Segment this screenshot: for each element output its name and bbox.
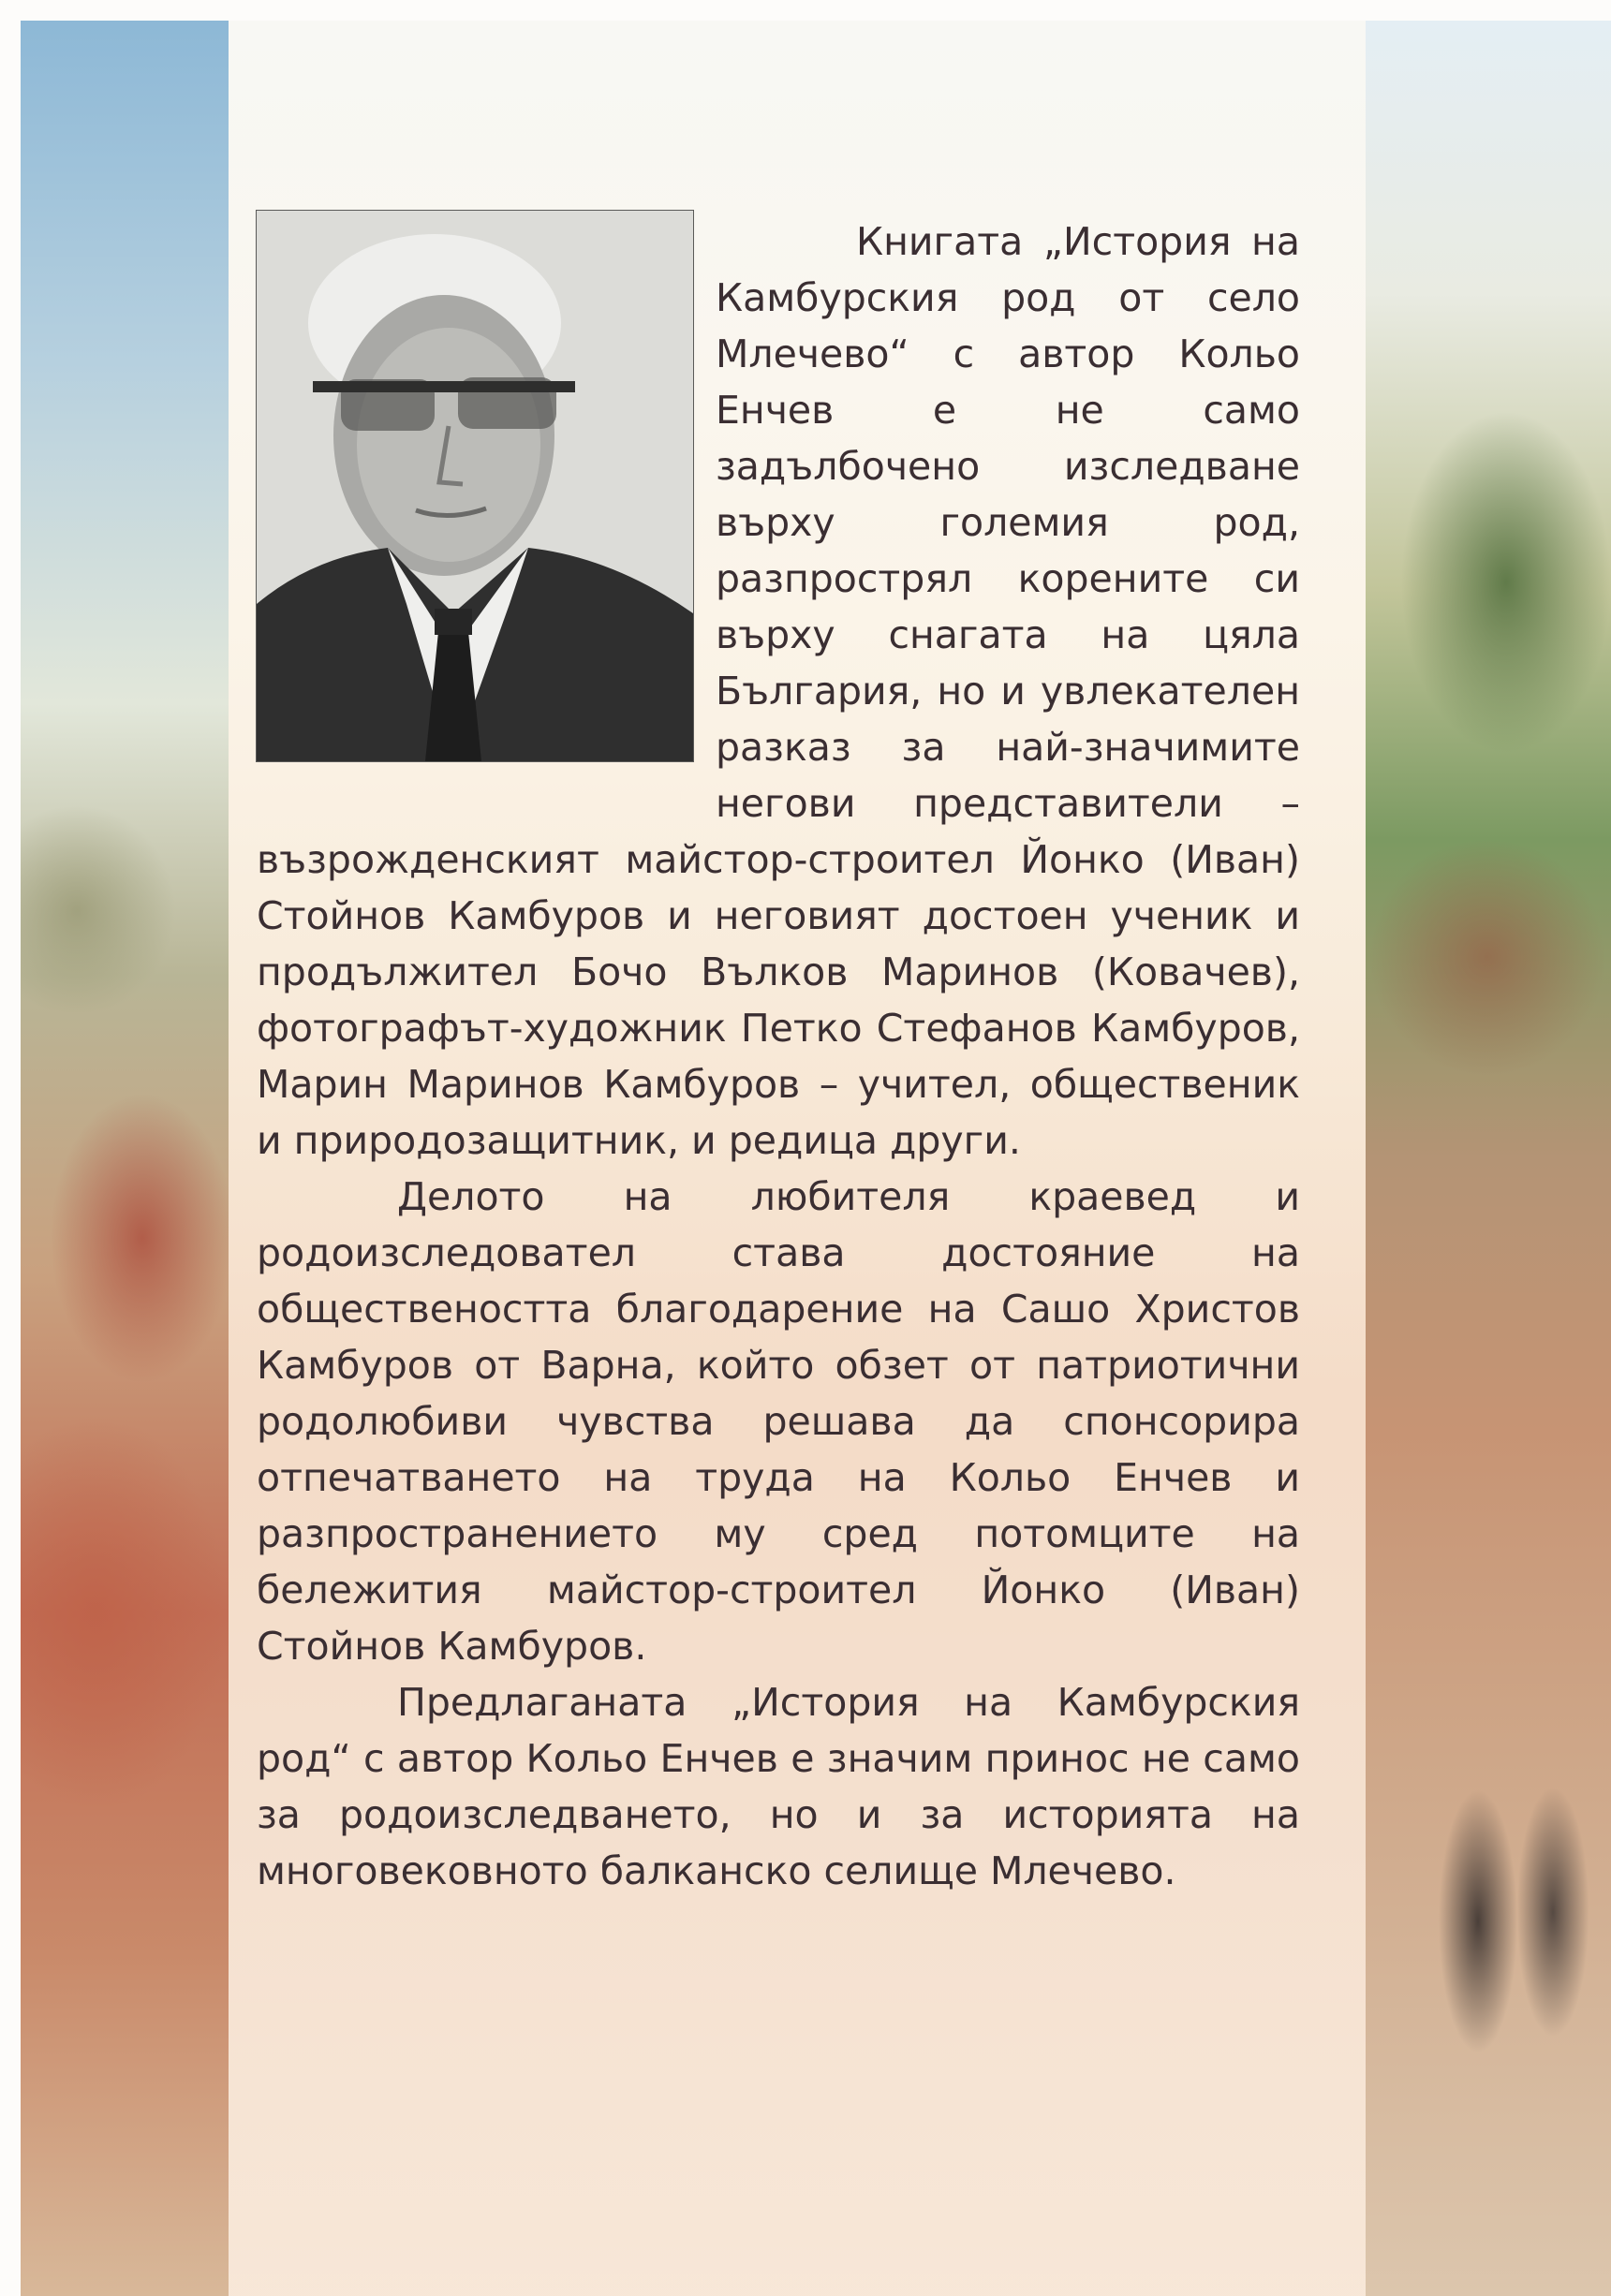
paragraph-1: Книгата „История на Камбурския род от село Млечево“ с автор Кольо Енчев е не само задълбочено изследване върху големия род, разпрострял корените си върху снагата на цяла България, но и увлекателен разказ за най-значимите негови представители – възрожденският майстор-строител Йонко (Иван) Стойнов Камбуров и неговият достоен ученик и продължител Бочо Вълков Маринов (Ковачев), фотографът-художник Петко Стефанов Камбуров, Марин Маринов Камбуров – учител, общественик и природозащитник, и редица други.	[257, 219, 1300, 1163]
paragraph-3: Предлаганата „История на Камбурския род“ с автор Кольо Енчев е значим принос не само за родоизследването, но и за историята на многовековното балканско селище Млечево.	[257, 1680, 1300, 1893]
photo-spacer	[257, 213, 716, 788]
painting-left-strip	[21, 21, 229, 2296]
paragraph-2: Делото на любителя краевед и родоизследовател става достояние на обществеността благодарение на Сашо Христов Камбуров от Варна, който обзет от патриотични родолюбиви чувства решава да спонсорира отпечатването на труда на Кольо Енчев и разпространението му сред потомците на бележития майстор-строител Йонко (Иван) Стойнов Камбуров.	[257, 1174, 1300, 1669]
body-text	[257, 213, 1300, 1899]
painting-right-strip	[1366, 21, 1611, 2296]
